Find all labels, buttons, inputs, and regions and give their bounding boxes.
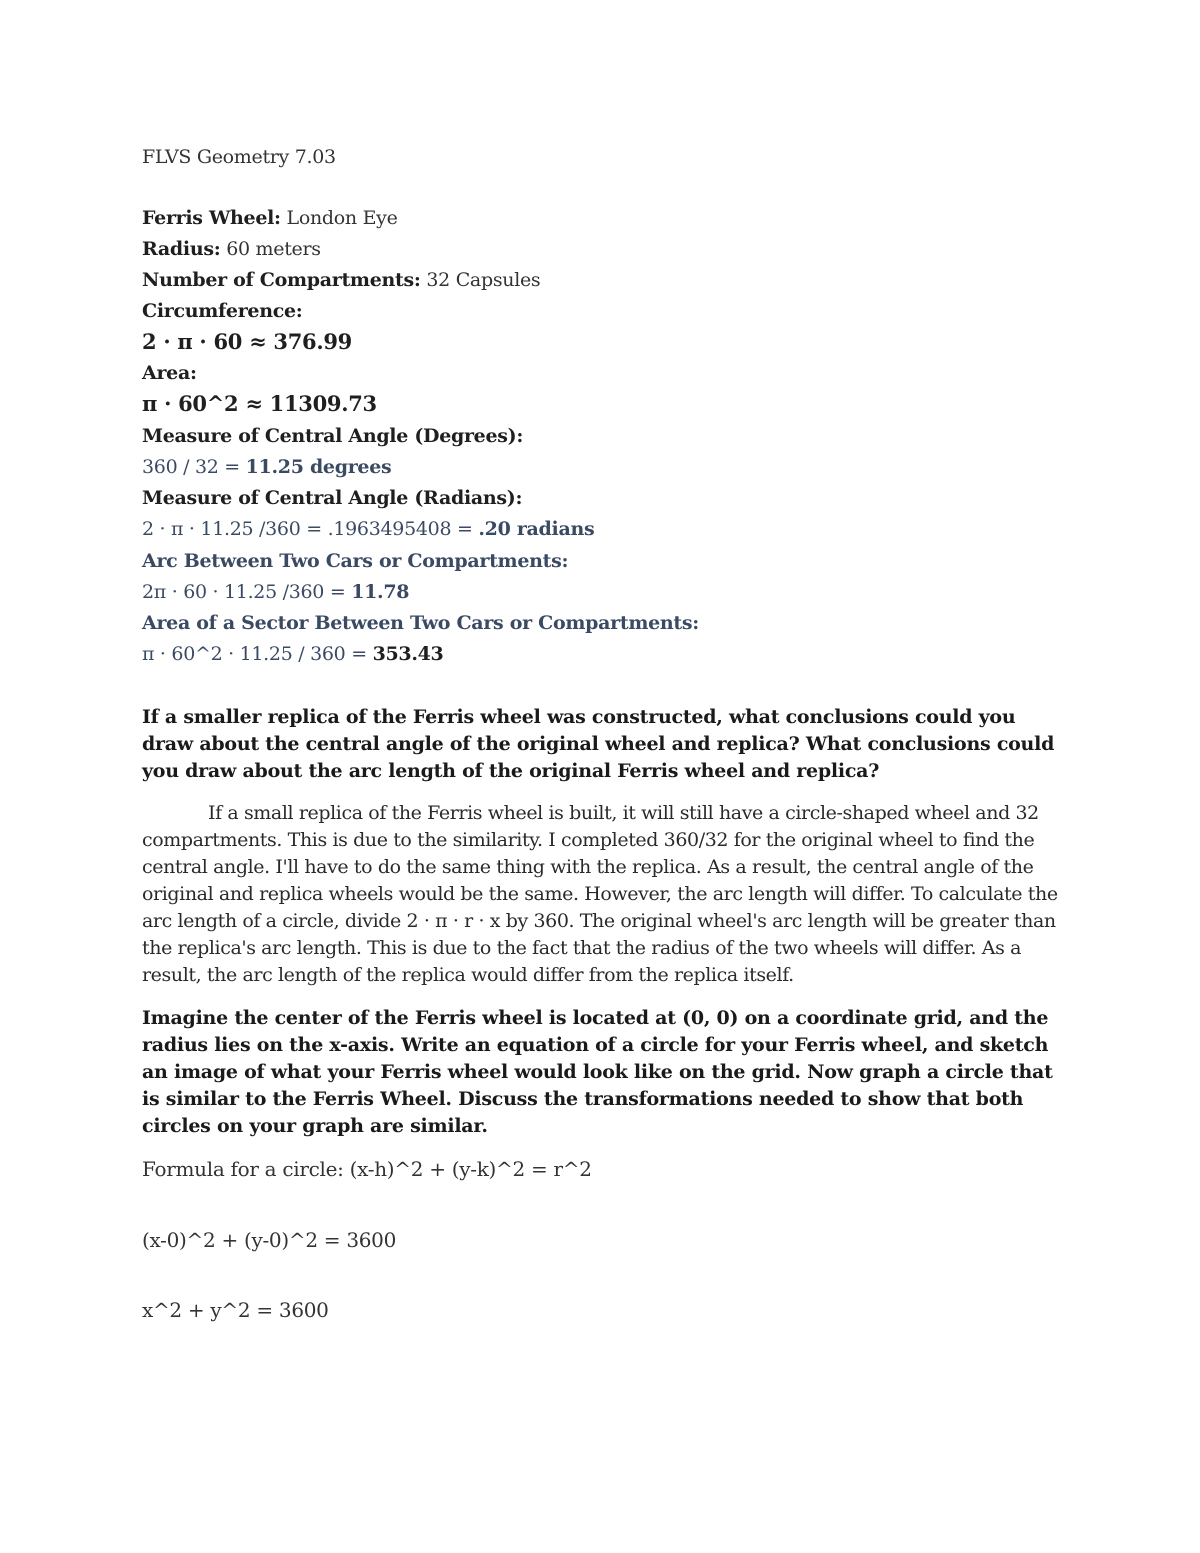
sector-area-result: 353.43	[372, 643, 444, 665]
central-angle-radians-expression: 2 · π · 11.25 /360 = .1963495408 =	[142, 518, 473, 540]
ferris-wheel-label: Ferris Wheel:	[142, 207, 281, 229]
circle-formula: Formula for a circle: (x-h)^2 + (y-k)^2 = r^2	[142, 1157, 592, 1181]
ferris-wheel-row	[142, 206, 398, 230]
central-angle-radians-row	[142, 517, 594, 541]
compartments-row	[142, 268, 540, 292]
radius-value: 60 meters	[226, 238, 321, 260]
arc-length-expression: 2π · 60 · 11.25 /360 =	[142, 581, 346, 603]
central-angle-radians-result: .20 radians	[478, 518, 595, 540]
document-header: FLVS Geometry 7.03	[142, 146, 336, 168]
central-angle-radians-label: Measure of Central Angle (Radians):	[142, 487, 523, 509]
sector-area-row	[142, 642, 443, 666]
question-replica: If a smaller replica of the Ferris wheel was constructed, what conclusions could you draw about the central angle of the original wheel and replica? What conclusions could you draw about the arc length of the original Ferris wheel and replica?	[142, 706, 1055, 782]
sector-area-expression: π · 60^2 · 11.25 / 360 =	[142, 643, 367, 665]
radius-row	[142, 237, 321, 261]
central-angle-degrees-label: Measure of Central Angle (Degrees):	[142, 425, 524, 447]
circumference-label: Circumference:	[142, 300, 303, 322]
radius-label: Radius:	[142, 238, 221, 260]
compartments-label: Number of Compartments:	[142, 269, 421, 291]
equation-step-2: x^2 + y^2 = 3600	[142, 1298, 329, 1322]
central-angle-degrees-result: 11.25 degrees	[245, 456, 392, 478]
central-angle-degrees-expression: 360 / 32 =	[142, 456, 240, 478]
area-expression: π · 60^2 ≈ 11309.73	[142, 391, 377, 416]
compartments-value: 32 Capsules	[426, 269, 541, 291]
arc-length-result: 11.78	[351, 581, 410, 603]
central-angle-degrees-row	[142, 455, 391, 479]
question-coordinate-grid: Imagine the center of the Ferris wheel is located at (0, 0) on a coordinate grid, and the radius lies on the x-axis. Write an equation of a circle for your Ferris wheel, and sketch an image of what your Ferris wheel would look like on the grid. Now graph a circle that is similar to the Ferris Wheel. Discuss the transformations needed to show that both circles on your graph are similar.	[142, 1007, 1053, 1137]
sector-area-label: Area of a Sector Between Two Cars or Compartments:	[142, 612, 700, 634]
answer-replica: If a small replica of the Ferris wheel is built, it will still have a circle-shaped wheel and 32 compartments. This is due to the similarity. I completed 360/32 for the original wheel to find the central angle. I'll have to do the same thing with the replica. As a result, the central angle of the original and replica wheels would be the same. However, the arc length will differ. To calculate the arc length of a circle, divide 2 · π · r · x by 360. The original wheel's arc length will be greater than the replica's arc length. This is due to the fact that the radius of the two wheels will differ. As a result, the arc length of the replica would differ from the replica itself.	[142, 802, 1058, 986]
arc-length-label: Arc Between Two Cars or Compartments:	[142, 550, 569, 572]
circumference-expression: 2 · π · 60 ≈ 376.99	[142, 329, 352, 354]
area-label: Area:	[142, 362, 197, 384]
ferris-wheel-value: London Eye	[286, 207, 398, 229]
equation-step-1: (x-0)^2 + (y-0)^2 = 3600	[142, 1228, 397, 1252]
arc-length-row	[142, 580, 409, 604]
